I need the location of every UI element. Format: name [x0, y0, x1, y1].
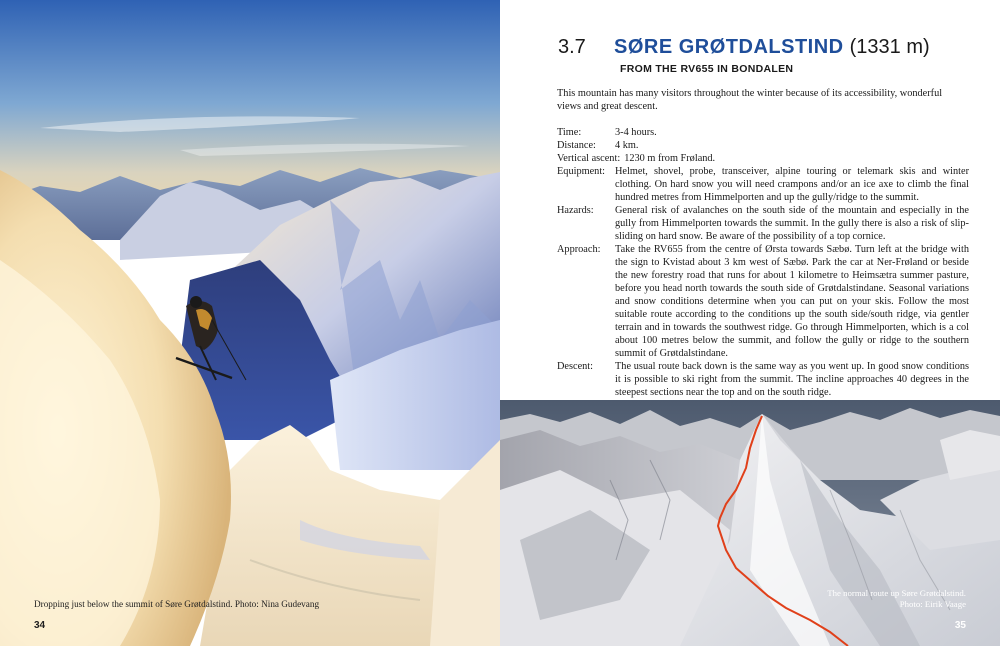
fact-value: 3-4 hours. — [615, 127, 657, 138]
mountain-altitude: (1331 m) — [849, 36, 930, 58]
mountain-name: SØRE GRØTDALSTIND — [614, 36, 844, 58]
route-caption-line2: Photo: Eirik Vaage — [899, 599, 966, 609]
intro-paragraph: This mountain has many visitors throughout the winter because of its accessibility, wonderful views and great descent. — [557, 88, 943, 112]
section-title — [614, 36, 930, 59]
fact-value: 4 km. — [615, 140, 639, 151]
section-number: 3.7 — [558, 36, 586, 58]
fact-label: Equipment: — [557, 166, 606, 177]
route-facts — [557, 126, 969, 399]
fact-value: Take the RV655 from the centre of Ørsta towards Sæbø. Turn left at the bridge with the sign to Kvistad about 3 km west of Sæbø. Park the car at Ner-Frøland or beside the new forestry road that runs for about 1 kilometre to Heimsætra summer pasture, before you head north towards the south side of Grøtdalstindane. Seasonal variations and snow conditions determine when you can put on your skis. Follow the most suitable route according to the conditions up the south side/south ridge, via gentler terrain and in towards the southwest ridge. Go through Himmelporten, which is a col about 100 metres below the summit, and follow the gully or ridge to the southern summit of Grøtdalstindane. — [615, 244, 969, 359]
fact-row-approach — [557, 243, 969, 360]
route-caption-line1: The normal route up Søre Grøtdalstind. — [827, 588, 966, 598]
fact-value: Helmet, shovel, probe, transceiver, alpine touring or telemark skis and winter clothing. On hard snow you will need crampons and/or an ice axe to climb the final hundred metres from Himmelporten and up the gully/ridge to the summit. — [615, 166, 969, 203]
fact-row-vertical-ascent — [557, 152, 969, 165]
fact-value: 1230 m from Frøland. — [624, 153, 716, 164]
fact-row-distance — [557, 139, 969, 152]
right-page — [500, 0, 1000, 646]
route-subtitle: FROM THE RV655 IN BONDALEN — [620, 63, 794, 75]
fact-value: The usual route back down is the same way as you went up. In good snow conditions it is possible to ski right from the summit. The incline approaches 40 degrees in the steepest sections near the top and on the south ridge. — [615, 361, 969, 398]
page-number: 34 — [34, 620, 46, 631]
fact-row-hazards — [557, 204, 969, 243]
fact-label: Approach: — [557, 244, 601, 255]
page-number: 35 — [954, 620, 966, 631]
fact-value: General risk of avalanches on the south side of the mountain and especially in the gully from Himmelporten towards the summit. In the gully there is also a risk of slip-sliding on hard snow. Be aware of the possibility of a top cornice. — [615, 205, 969, 242]
fact-label: Distance: — [557, 140, 596, 151]
fact-label: Hazards: — [557, 205, 594, 216]
photo-caption: Dropping just below the summit of Søre Grøtdalstind. Photo: Nina Gudevang — [34, 599, 320, 609]
fact-label: Descent: — [557, 361, 594, 372]
fact-row-equipment — [557, 165, 969, 204]
fact-row-descent — [557, 360, 969, 399]
fact-label: Vertical ascent: — [557, 153, 621, 164]
fact-row-time — [557, 126, 969, 139]
route-photo-caption — [827, 588, 966, 610]
fact-label: Time: — [557, 127, 582, 138]
